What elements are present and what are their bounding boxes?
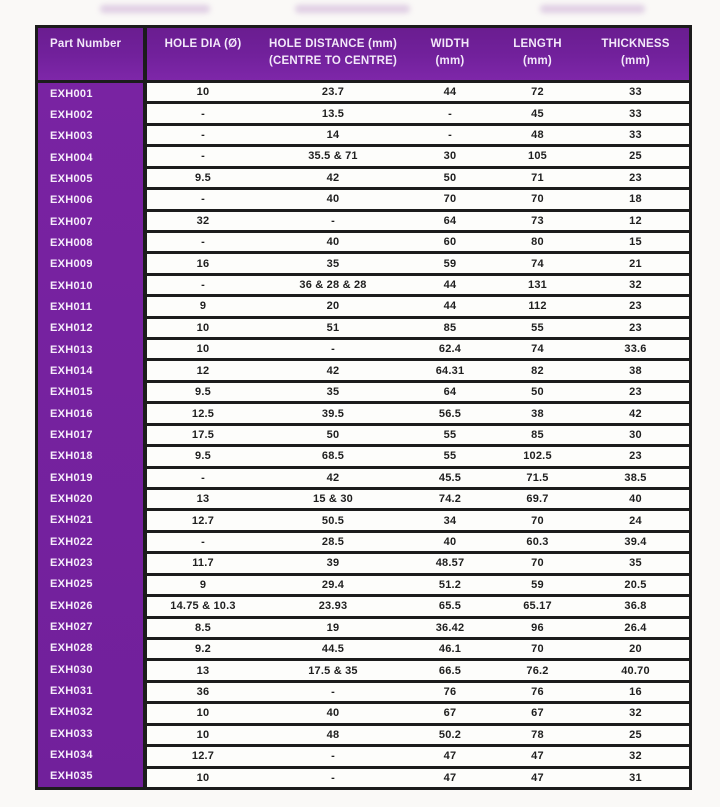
cell-hole-distance: 36 & 28 & 28 — [299, 279, 367, 291]
cell-length: 47 — [531, 771, 544, 784]
cell-hole-distance: 39 — [326, 557, 340, 570]
cell-thickness: 23 — [629, 321, 642, 334]
table-row — [147, 147, 689, 165]
header-sublabel: (CENTRE TO CENTRE) — [269, 54, 397, 67]
part-number-cell: EXH023 — [50, 556, 93, 569]
cell-hole-distance: - — [331, 214, 335, 227]
cell-length: 55 — [531, 321, 544, 334]
cell-length: 70 — [531, 557, 544, 570]
cell-hole-distance: 40 — [326, 193, 340, 206]
cell-hole-distance: 42 — [326, 471, 340, 484]
cell-thickness: 30 — [629, 428, 642, 441]
table-row — [147, 619, 689, 637]
cell-thickness: 33.6 — [624, 343, 647, 356]
cell-width: 36.42 — [435, 621, 465, 634]
cell-length: 102.5 — [523, 450, 552, 463]
cell-width: 76 — [443, 686, 457, 699]
part-number-column — [38, 83, 147, 787]
parts-spec-table — [35, 25, 692, 790]
cell-length: 82 — [531, 364, 544, 377]
table-row — [147, 683, 689, 701]
cell-width: 85 — [443, 321, 457, 334]
cell-hole-dia: - — [201, 279, 205, 291]
cell-hole-distance: 20 — [326, 300, 340, 313]
cell-hole-distance: - — [331, 771, 335, 784]
header-sublabel: (mm) — [621, 54, 650, 67]
cell-width: 40 — [443, 536, 457, 549]
cell-width: 44 — [443, 279, 457, 291]
part-number-cell: EXH001 — [50, 87, 93, 100]
part-number-cell: EXH009 — [50, 258, 93, 271]
cell-thickness: 25 — [629, 728, 642, 741]
part-number-cell: EXH020 — [50, 492, 93, 505]
cell-thickness: 26.4 — [624, 621, 647, 634]
cell-hole-dia: 9 — [199, 578, 207, 591]
part-number-cell: EXH015 — [50, 386, 93, 399]
part-number-cell: EXH022 — [50, 535, 93, 548]
cell-hole-dia: 14.75 & 10.3 — [170, 600, 236, 613]
cell-hole-distance: 15 & 30 — [313, 493, 353, 506]
part-number-cell: EXH017 — [50, 428, 93, 441]
cell-width: 70 — [443, 193, 457, 206]
cell-width: 47 — [443, 750, 457, 763]
part-number-cell: EXH013 — [50, 343, 93, 356]
cell-hole-dia: - — [201, 150, 205, 163]
part-number-cell: EXH030 — [50, 663, 93, 676]
part-number-cell: EXH028 — [50, 642, 93, 655]
cell-width: 65.5 — [438, 600, 462, 613]
cell-width: 64 — [443, 386, 457, 399]
cropped-edge-artifact — [0, 3, 720, 15]
cell-thickness: 33 — [629, 129, 642, 142]
cell-length: 74 — [531, 257, 544, 270]
cell-thickness: 40.70 — [621, 664, 650, 677]
table-row — [147, 511, 689, 529]
cell-thickness: 32 — [629, 750, 642, 763]
part-number-cell: EXH002 — [50, 108, 93, 121]
cell-length: 70 — [531, 643, 544, 656]
part-number-cell: EXH026 — [50, 599, 93, 612]
cell-width: 60 — [443, 236, 457, 249]
cell-length: 80 — [531, 236, 544, 249]
cell-thickness: 24 — [629, 514, 642, 527]
header-label: HOLE DISTANCE (mm) — [269, 38, 397, 50]
cell-hole-dia: 10 — [196, 728, 210, 741]
cell-hole-dia: - — [201, 536, 205, 549]
cell-hole-dia: 9 — [199, 300, 207, 313]
cell-width: 45.5 — [438, 471, 462, 484]
part-number-cell: EXH006 — [50, 194, 93, 207]
cell-thickness: 12 — [629, 214, 642, 227]
artifact-smudge — [540, 5, 645, 13]
part-number-cell: EXH010 — [50, 279, 93, 292]
cell-thickness: 18 — [629, 193, 642, 206]
cell-hole-distance: 40 — [326, 236, 340, 249]
cell-hole-distance: 35 — [326, 257, 340, 270]
table-row — [147, 190, 689, 208]
cell-hole-distance: 17.5 & 35 — [308, 664, 358, 677]
table-row — [147, 490, 689, 508]
cell-thickness: 21 — [629, 257, 642, 270]
cell-width: 59 — [443, 257, 457, 270]
cell-width: 30 — [443, 150, 457, 163]
part-number-cell: EXH007 — [50, 215, 93, 228]
cell-width: 64.31 — [435, 364, 465, 377]
cell-thickness: 33 — [629, 107, 642, 120]
table-row — [147, 726, 689, 744]
cell-width: 44 — [443, 300, 457, 313]
cell-hole-dia: 32 — [196, 214, 210, 227]
part-number-cell: EXH003 — [50, 130, 93, 143]
cell-width: 55 — [443, 428, 457, 441]
header-hole-distance — [259, 28, 407, 80]
table-row — [147, 640, 689, 658]
cell-width: 56.5 — [438, 407, 462, 420]
part-number-cell: EXH014 — [50, 364, 93, 377]
table-row — [147, 104, 689, 122]
cell-thickness: 25 — [629, 150, 642, 163]
header-label: LENGTH — [513, 38, 562, 50]
header-hole-dia — [147, 28, 259, 80]
cell-hole-distance: 40 — [326, 707, 340, 720]
table-row — [147, 361, 689, 379]
cell-width: 50.2 — [438, 728, 462, 741]
cell-hole-distance: 35.5 & 71 — [308, 150, 358, 163]
cell-length: 131 — [528, 279, 547, 291]
cell-hole-dia: 9.2 — [195, 643, 211, 656]
cell-thickness: 33 — [629, 86, 642, 99]
cell-hole-distance: 68.5 — [321, 450, 345, 463]
cell-hole-dia: 9.5 — [195, 386, 211, 399]
cell-thickness: 35 — [629, 557, 642, 570]
cell-hole-dia: - — [201, 471, 205, 484]
table-row — [147, 276, 689, 294]
table-row — [147, 297, 689, 315]
cell-length: 47 — [531, 750, 544, 763]
cell-width: 66.5 — [438, 664, 462, 677]
cell-hole-distance: 14 — [326, 129, 340, 142]
cell-hole-dia: 10 — [196, 343, 210, 356]
table-row — [147, 233, 689, 251]
cell-thickness: 38 — [629, 364, 642, 377]
cell-hole-distance: 19 — [326, 621, 340, 634]
cell-hole-distance: 51 — [326, 321, 340, 334]
part-number-cell: EXH012 — [50, 322, 93, 335]
cell-hole-distance: 48 — [326, 728, 340, 741]
cell-length: 48 — [531, 129, 544, 142]
cell-length: 112 — [528, 300, 547, 313]
cell-length: 69.7 — [526, 493, 549, 506]
cell-hole-distance: 35 — [326, 386, 340, 399]
cell-width: 51.2 — [438, 578, 462, 591]
cell-hole-dia: - — [201, 193, 205, 206]
cell-hole-distance: 42 — [326, 171, 340, 184]
header-label: Part Number — [50, 38, 122, 50]
cell-thickness: 15 — [629, 236, 642, 249]
cell-hole-dia: 12.5 — [191, 407, 215, 420]
cell-hole-distance: 23.93 — [318, 600, 348, 613]
cell-width: 67 — [443, 707, 457, 720]
cell-width: 64 — [443, 214, 457, 227]
cell-width: 48.57 — [435, 557, 465, 570]
table-header-row — [38, 28, 689, 83]
table-row — [147, 533, 689, 551]
part-number-cell: EXH016 — [50, 407, 93, 420]
header-length — [493, 28, 582, 80]
cell-hole-dia: - — [201, 129, 205, 142]
cell-hole-distance: 23.7 — [321, 86, 345, 99]
header-label: WIDTH — [430, 38, 470, 50]
table-row — [147, 661, 689, 679]
cell-hole-distance: 29.4 — [321, 578, 345, 591]
table-row — [147, 597, 689, 615]
cell-hole-dia: 8.5 — [195, 621, 211, 634]
cell-hole-distance: - — [331, 750, 335, 763]
table-row — [147, 769, 689, 787]
artifact-smudge — [100, 5, 210, 13]
cell-length: 96 — [531, 621, 544, 634]
part-number-cell: EXH027 — [50, 620, 93, 633]
cell-hole-dia: 10 — [196, 321, 210, 334]
cell-width: 74.2 — [438, 493, 462, 506]
table-row — [147, 83, 689, 101]
part-number-cell: EXH035 — [50, 770, 93, 783]
cell-length: 73 — [531, 214, 544, 227]
table-body — [38, 83, 689, 787]
cell-hole-dia: 11.7 — [192, 557, 214, 570]
cell-hole-dia: 17.5 — [191, 428, 215, 441]
cell-thickness: 39.4 — [624, 536, 647, 549]
header-label: HOLE DIA (Ø) — [164, 38, 242, 50]
table-row — [147, 254, 689, 272]
cell-hole-dia: 12 — [196, 364, 210, 377]
header-width — [407, 28, 493, 80]
part-number-cell: EXH019 — [50, 471, 93, 484]
cell-hole-dia: 9.5 — [195, 171, 211, 184]
cell-length: 65.17 — [523, 600, 552, 613]
cell-thickness: 20 — [629, 643, 642, 656]
artifact-smudge — [295, 5, 410, 13]
table-row — [147, 447, 689, 465]
cell-length: 105 — [528, 150, 547, 163]
cell-length: 74 — [531, 343, 544, 356]
cell-hole-dia: - — [201, 107, 205, 120]
cell-thickness: 23 — [629, 386, 642, 399]
cell-hole-dia: 13 — [196, 664, 210, 677]
part-number-cell: EXH033 — [50, 727, 93, 740]
cell-width: 62.4 — [438, 343, 462, 356]
cell-thickness: 38.5 — [624, 471, 647, 484]
cell-length: 71 — [531, 171, 544, 184]
cell-length: 76 — [531, 686, 544, 699]
cell-thickness: 16 — [629, 686, 642, 699]
table-row — [147, 404, 689, 422]
cell-thickness: 23 — [629, 171, 642, 184]
table-row — [147, 126, 689, 144]
cell-length: 59 — [531, 578, 544, 591]
cell-hole-distance: - — [331, 686, 335, 699]
cell-thickness: 32 — [629, 279, 642, 291]
cell-hole-dia: 16 — [196, 257, 210, 270]
table-row — [147, 212, 689, 230]
cell-length: 67 — [531, 707, 544, 720]
cell-hole-distance: 42 — [326, 364, 340, 377]
table-row — [147, 169, 689, 187]
part-number-cell: EXH018 — [50, 450, 93, 463]
data-rows — [147, 83, 689, 787]
part-number-cell: EXH032 — [50, 706, 93, 719]
cell-length: 71.5 — [526, 471, 549, 484]
cell-width: 50 — [443, 171, 457, 184]
cell-thickness: 40 — [629, 493, 642, 506]
cell-width: 34 — [443, 514, 457, 527]
table-row — [147, 554, 689, 572]
header-thickness — [582, 28, 689, 80]
cell-length: 60.3 — [526, 536, 549, 549]
cell-hole-dia: 13 — [196, 493, 210, 506]
cell-width: 44 — [443, 86, 457, 99]
cell-hole-distance: 50.5 — [321, 514, 345, 527]
cell-width: 47 — [443, 771, 457, 784]
cell-width: - — [448, 129, 452, 142]
header-label: THICKNESS — [601, 38, 670, 50]
part-number-cell: EXH005 — [50, 172, 93, 185]
cell-hole-distance: 28.5 — [321, 536, 345, 549]
cell-hole-dia: 12.7 — [191, 750, 215, 763]
table-row — [147, 383, 689, 401]
cell-hole-distance: 44.5 — [321, 643, 345, 656]
cell-hole-distance: - — [331, 343, 335, 356]
cell-hole-dia: - — [201, 236, 205, 249]
table-row — [147, 747, 689, 765]
cell-thickness: 20.5 — [624, 578, 647, 591]
cell-width: - — [448, 107, 452, 120]
table-row — [147, 340, 689, 358]
table-row — [147, 319, 689, 337]
cell-hole-dia: 9.5 — [195, 450, 211, 463]
part-number-cell: EXH034 — [50, 748, 93, 761]
cell-length: 38 — [531, 407, 544, 420]
cell-hole-dia: 12.7 — [191, 514, 215, 527]
cell-hole-dia: 10 — [196, 707, 210, 720]
part-number-cell: EXH021 — [50, 514, 93, 527]
cell-hole-distance: 39.5 — [321, 407, 345, 420]
cell-hole-distance: 13.5 — [321, 107, 345, 120]
part-number-cell: EXH025 — [50, 578, 93, 591]
cell-hole-dia: 36 — [196, 686, 210, 699]
cell-thickness: 32 — [629, 707, 642, 720]
cell-hole-dia: 10 — [196, 86, 210, 99]
part-number-cell: EXH011 — [50, 300, 93, 313]
cell-length: 72 — [531, 86, 544, 99]
cell-length: 70 — [531, 193, 544, 206]
cell-thickness: 36.8 — [624, 600, 647, 613]
cell-length: 78 — [531, 728, 544, 741]
table-row — [147, 469, 689, 487]
cell-width: 55 — [443, 450, 457, 463]
cell-length: 70 — [531, 514, 544, 527]
cell-length: 85 — [531, 428, 544, 441]
cell-length: 76.2 — [526, 664, 549, 677]
header-part-number — [38, 28, 147, 80]
header-sublabel: (mm) — [523, 54, 552, 67]
cell-hole-dia: 10 — [196, 771, 210, 784]
cell-length: 50 — [531, 386, 544, 399]
table-row — [147, 426, 689, 444]
table-row — [147, 704, 689, 722]
cell-thickness: 23 — [629, 300, 642, 313]
header-sublabel: (mm) — [435, 54, 465, 67]
cell-thickness: 23 — [629, 450, 642, 463]
cell-width: 46.1 — [438, 643, 462, 656]
table-row — [147, 576, 689, 594]
part-number-cell: EXH031 — [50, 684, 93, 697]
part-number-cell: EXH004 — [50, 151, 93, 164]
cell-thickness: 42 — [629, 407, 642, 420]
cell-thickness: 31 — [629, 771, 642, 784]
part-number-cell: EXH008 — [50, 236, 93, 249]
cell-hole-distance: 50 — [326, 428, 340, 441]
cell-length: 45 — [531, 107, 544, 120]
